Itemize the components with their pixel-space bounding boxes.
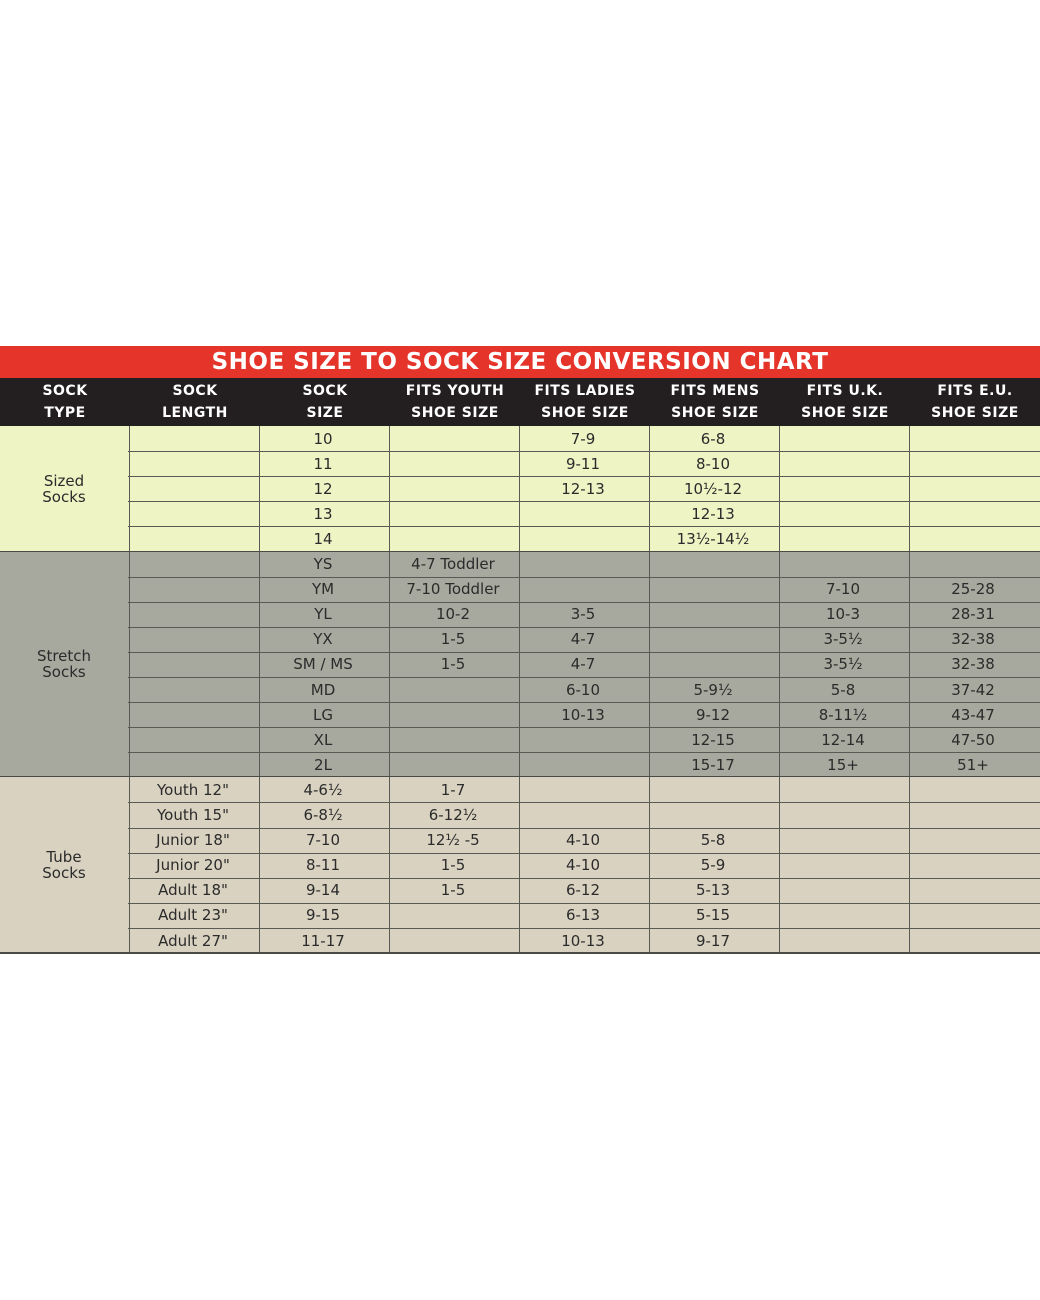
cell-fits-mens — [648, 777, 778, 802]
header-line-1: FITS MENS — [670, 383, 760, 399]
header-sock-size — [260, 378, 390, 426]
cell-sock-size: 9-14 — [305, 881, 341, 900]
cell-fits-uk: 3-5½ — [823, 655, 863, 674]
header-fits-ladies — [520, 378, 650, 426]
row-divider — [128, 928, 1040, 929]
table-row — [128, 426, 1040, 451]
table-row — [128, 853, 1040, 878]
cell-fits-ladies: 3-5 — [570, 605, 596, 624]
cell-fits-uk: 10-3 — [825, 605, 861, 624]
row-divider — [128, 602, 1040, 603]
column-divider — [259, 777, 260, 953]
cell-fits-uk: 3-5½ — [823, 630, 863, 649]
cell-fits-youth: 1-5 — [440, 881, 466, 900]
cell-sock-length — [128, 451, 258, 476]
cell-fits-ladies: 10-13 — [561, 705, 605, 724]
row-divider — [128, 727, 1040, 728]
cell-sock-size: SM / MS — [293, 655, 353, 674]
cell-fits-eu — [908, 828, 1038, 853]
cell-fits-ladies — [518, 802, 648, 827]
column-divider — [129, 777, 130, 953]
header-sock-length — [130, 378, 260, 426]
table-row — [128, 702, 1040, 727]
cell-fits-ladies — [518, 777, 648, 802]
row-divider — [128, 677, 1040, 678]
cell-fits-uk: 8-11½ — [818, 705, 868, 724]
cell-fits-uk — [778, 451, 908, 476]
cell-fits-ladies — [518, 752, 648, 777]
cell-fits-eu — [908, 878, 1038, 903]
cell-fits-eu — [908, 451, 1038, 476]
column-divider — [129, 426, 130, 552]
table-row — [128, 727, 1040, 752]
chart-title: SHOE SIZE TO SOCK SIZE CONVERSION CHART — [0, 346, 1040, 378]
cell-fits-eu — [908, 426, 1038, 451]
cell-fits-mens: 5-9½ — [693, 680, 733, 699]
column-divider — [389, 777, 390, 953]
cell-fits-eu: 32-38 — [951, 630, 995, 649]
table-row — [128, 501, 1040, 526]
cell-fits-ladies: 6-12 — [565, 881, 601, 900]
cell-fits-uk — [778, 853, 908, 878]
cell-fits-eu — [908, 802, 1038, 827]
cell-fits-mens — [648, 652, 778, 677]
column-divider — [909, 426, 910, 552]
cell-fits-uk — [778, 928, 908, 953]
column-divider — [259, 552, 260, 778]
cell-sock-length: Junior 18" — [156, 831, 230, 850]
cell-fits-eu — [908, 928, 1038, 953]
row-divider — [128, 627, 1040, 628]
cell-sock-length — [128, 602, 258, 627]
cell-fits-youth — [388, 426, 518, 451]
column-divider — [129, 552, 130, 778]
cell-fits-mens — [648, 552, 778, 577]
cell-fits-mens: 13½-14½ — [676, 529, 750, 548]
table-row — [128, 476, 1040, 501]
header-line-1: FITS U.K. — [806, 383, 884, 399]
header-line-1: SOCK — [42, 383, 88, 399]
cell-fits-ladies: 12-13 — [561, 479, 605, 498]
cell-fits-ladies: 4-7 — [570, 630, 596, 649]
cell-fits-youth — [388, 702, 518, 727]
cell-fits-youth — [388, 526, 518, 551]
cell-fits-mens — [648, 602, 778, 627]
header-line-1: FITS YOUTH — [405, 383, 505, 399]
cell-sock-size: 4-6½ — [303, 780, 343, 799]
header-line-1: SOCK — [172, 383, 218, 399]
header-line-2: LENGTH — [162, 405, 228, 421]
cell-fits-mens: 9-17 — [695, 931, 731, 950]
table-bottom-border — [0, 952, 1040, 954]
cell-sock-length: Youth 12" — [157, 780, 229, 799]
sock-type-label: Sized Socks — [42, 471, 86, 506]
header-line-2: SHOE SIZE — [671, 405, 759, 421]
cell-fits-ladies: 4-10 — [565, 831, 601, 850]
cell-fits-mens — [648, 627, 778, 652]
cell-sock-size: 12 — [313, 479, 333, 498]
table-row — [128, 828, 1040, 853]
cell-fits-mens — [648, 802, 778, 827]
cell-sock-length: Junior 20" — [156, 856, 230, 875]
cell-fits-eu — [908, 476, 1038, 501]
cell-sock-size: YX — [313, 630, 333, 649]
table-row — [128, 903, 1040, 928]
cell-fits-eu: 43-47 — [951, 705, 995, 724]
cell-fits-mens: 10½-12 — [683, 479, 743, 498]
table-row — [128, 627, 1040, 652]
cell-sock-length — [128, 552, 258, 577]
cell-fits-uk — [778, 802, 908, 827]
sock-type-cell — [0, 552, 128, 778]
cell-fits-mens — [648, 577, 778, 602]
cell-sock-size: 11 — [313, 454, 333, 473]
cell-sock-length — [128, 526, 258, 551]
table-row — [128, 677, 1040, 702]
cell-fits-ladies: 7-9 — [570, 429, 596, 448]
cell-fits-ladies: 4-7 — [570, 655, 596, 674]
cell-fits-youth — [388, 727, 518, 752]
cell-sock-length — [128, 702, 258, 727]
row-divider — [128, 577, 1040, 578]
cell-sock-size: YS — [313, 555, 333, 574]
cell-fits-mens: 12-13 — [691, 504, 735, 523]
row-divider — [128, 501, 1040, 502]
table-row — [128, 552, 1040, 577]
column-divider — [909, 552, 910, 778]
cell-fits-youth: 1-7 — [440, 780, 466, 799]
cell-fits-ladies — [518, 727, 648, 752]
cell-fits-uk: 5-8 — [830, 680, 856, 699]
cell-sock-size: YM — [311, 580, 335, 599]
cell-fits-eu — [908, 501, 1038, 526]
table-row — [128, 802, 1040, 827]
cell-fits-uk — [778, 426, 908, 451]
cell-fits-uk — [778, 777, 908, 802]
header-line-1: FITS E.U. — [937, 383, 1013, 399]
column-divider — [519, 552, 520, 778]
column-divider — [259, 426, 260, 552]
cell-sock-size: XL — [313, 730, 333, 749]
cell-fits-youth: 4-7 Toddler — [411, 555, 495, 574]
cell-sock-length — [128, 677, 258, 702]
cell-sock-length — [128, 577, 258, 602]
size-conversion-chart — [0, 346, 1040, 953]
row-divider — [128, 476, 1040, 477]
cell-sock-length — [128, 501, 258, 526]
section-stretch-socks — [0, 552, 1040, 778]
cell-fits-youth: 6-12½ — [428, 806, 478, 825]
header-fits-eu — [910, 378, 1040, 426]
cell-fits-eu: 51+ — [957, 755, 989, 774]
header-line-2: SHOE SIZE — [541, 405, 629, 421]
cell-fits-eu — [908, 853, 1038, 878]
column-divider — [389, 426, 390, 552]
sock-type-cell — [0, 426, 128, 552]
table-row — [128, 577, 1040, 602]
cell-fits-youth: 10-2 — [435, 605, 471, 624]
cell-fits-uk — [778, 828, 908, 853]
row-divider — [128, 903, 1040, 904]
header-line-2: TYPE — [44, 405, 86, 421]
cell-fits-uk — [778, 526, 908, 551]
cell-fits-ladies: 10-13 — [561, 931, 605, 950]
cell-fits-mens: 9-12 — [695, 705, 731, 724]
header-fits-uk — [780, 378, 910, 426]
cell-sock-length — [128, 752, 258, 777]
cell-fits-eu: 37-42 — [951, 680, 995, 699]
column-divider — [649, 426, 650, 552]
column-divider — [909, 777, 910, 953]
cell-fits-ladies — [518, 552, 648, 577]
column-divider — [779, 552, 780, 778]
row-divider — [128, 451, 1040, 452]
header-line-2: SHOE SIZE — [411, 405, 499, 421]
cell-sock-size: 14 — [313, 529, 333, 548]
cell-fits-ladies: 6-10 — [565, 680, 601, 699]
cell-fits-youth: 1-5 — [440, 630, 466, 649]
cell-sock-size: YL — [314, 605, 332, 624]
header-line-2: SIZE — [306, 405, 344, 421]
cell-sock-length — [128, 652, 258, 677]
cell-sock-length — [128, 727, 258, 752]
cell-fits-eu — [908, 777, 1038, 802]
row-divider — [128, 878, 1040, 879]
table-row — [128, 652, 1040, 677]
cell-fits-ladies — [518, 577, 648, 602]
cell-fits-ladies — [518, 526, 648, 551]
cell-fits-uk: 12-14 — [821, 730, 865, 749]
column-divider — [389, 552, 390, 778]
cell-sock-size: 7-10 — [305, 831, 341, 850]
cell-fits-youth: 1-5 — [440, 856, 466, 875]
cell-fits-youth — [388, 677, 518, 702]
cell-sock-length — [128, 627, 258, 652]
cell-sock-size: 13 — [313, 504, 333, 523]
cell-fits-eu — [908, 552, 1038, 577]
cell-sock-length: Adult 23" — [158, 906, 228, 925]
cell-fits-ladies: 6-13 — [565, 906, 601, 925]
column-divider — [649, 552, 650, 778]
row-divider — [128, 702, 1040, 703]
cell-sock-size: 6-8½ — [303, 806, 343, 825]
cell-sock-size: 9-15 — [305, 906, 341, 925]
cell-fits-mens: 12-15 — [691, 730, 735, 749]
cell-fits-youth — [388, 476, 518, 501]
cell-sock-length: Adult 27" — [158, 931, 228, 950]
row-divider — [128, 652, 1040, 653]
column-header-row — [0, 378, 1040, 426]
section-sized-socks — [0, 426, 1040, 552]
header-line-2: SHOE SIZE — [931, 405, 1019, 421]
header-fits-mens — [650, 378, 780, 426]
cell-fits-uk: 7-10 — [825, 580, 861, 599]
cell-fits-youth — [388, 501, 518, 526]
cell-sock-length — [128, 426, 258, 451]
cell-fits-ladies: 9-11 — [565, 454, 601, 473]
cell-fits-mens: 5-8 — [700, 831, 726, 850]
cell-fits-uk — [778, 878, 908, 903]
sock-type-cell — [0, 777, 128, 953]
cell-fits-youth: 1-5 — [440, 655, 466, 674]
cell-fits-mens: 5-13 — [695, 881, 731, 900]
cell-fits-eu: 32-38 — [951, 655, 995, 674]
cell-fits-uk — [778, 501, 908, 526]
header-sock-type — [0, 378, 130, 426]
table-row — [128, 602, 1040, 627]
cell-sock-size: 8-11 — [305, 856, 341, 875]
sock-type-label: Tube Socks — [42, 848, 86, 883]
column-divider — [519, 777, 520, 953]
row-divider — [128, 828, 1040, 829]
table-row — [128, 777, 1040, 802]
cell-sock-size: MD — [310, 680, 336, 699]
row-divider — [128, 853, 1040, 854]
column-divider — [779, 777, 780, 953]
cell-fits-youth — [388, 451, 518, 476]
cell-sock-length — [128, 476, 258, 501]
row-divider — [128, 526, 1040, 527]
cell-fits-mens: 6-8 — [700, 429, 726, 448]
cell-fits-eu: 25-28 — [951, 580, 995, 599]
header-line-1: FITS LADIES — [534, 383, 636, 399]
cell-fits-mens: 5-15 — [695, 906, 731, 925]
table-row — [128, 878, 1040, 903]
cell-fits-youth — [388, 903, 518, 928]
cell-fits-eu: 28-31 — [951, 605, 995, 624]
cell-fits-youth: 7-10 Toddler — [406, 580, 500, 599]
header-line-2: SHOE SIZE — [801, 405, 889, 421]
cell-fits-ladies: 4-10 — [565, 856, 601, 875]
sock-type-label: Stretch Socks — [36, 647, 92, 682]
cell-fits-uk — [778, 552, 908, 577]
section-tube-socks — [0, 777, 1040, 953]
cell-fits-eu — [908, 526, 1038, 551]
cell-fits-mens: 8-10 — [695, 454, 731, 473]
cell-fits-uk: 15+ — [827, 755, 859, 774]
row-divider — [128, 802, 1040, 803]
cell-fits-mens: 5-9 — [700, 856, 726, 875]
cell-sock-length: Youth 15" — [157, 806, 229, 825]
cell-fits-youth — [388, 928, 518, 953]
cell-sock-size: LG — [313, 705, 333, 724]
cell-fits-youth: 12½ -5 — [426, 831, 480, 850]
cell-fits-youth — [388, 752, 518, 777]
cell-sock-size: 2L — [314, 755, 332, 774]
table-row — [128, 451, 1040, 476]
column-divider — [649, 777, 650, 953]
cell-fits-mens: 15-17 — [691, 755, 735, 774]
cell-fits-eu: 47-50 — [951, 730, 995, 749]
column-divider — [779, 426, 780, 552]
cell-sock-size: 11-17 — [301, 931, 345, 950]
row-divider — [128, 752, 1040, 753]
cell-sock-length: Adult 18" — [158, 881, 228, 900]
cell-fits-eu — [908, 903, 1038, 928]
chart-body — [0, 426, 1040, 953]
header-line-1: SOCK — [302, 383, 348, 399]
cell-sock-size: 10 — [313, 429, 333, 448]
column-divider — [519, 426, 520, 552]
cell-fits-uk — [778, 476, 908, 501]
cell-fits-uk — [778, 903, 908, 928]
table-row — [128, 526, 1040, 551]
cell-fits-ladies — [518, 501, 648, 526]
table-row — [128, 752, 1040, 777]
table-row — [128, 928, 1040, 953]
header-fits-youth — [390, 378, 520, 426]
